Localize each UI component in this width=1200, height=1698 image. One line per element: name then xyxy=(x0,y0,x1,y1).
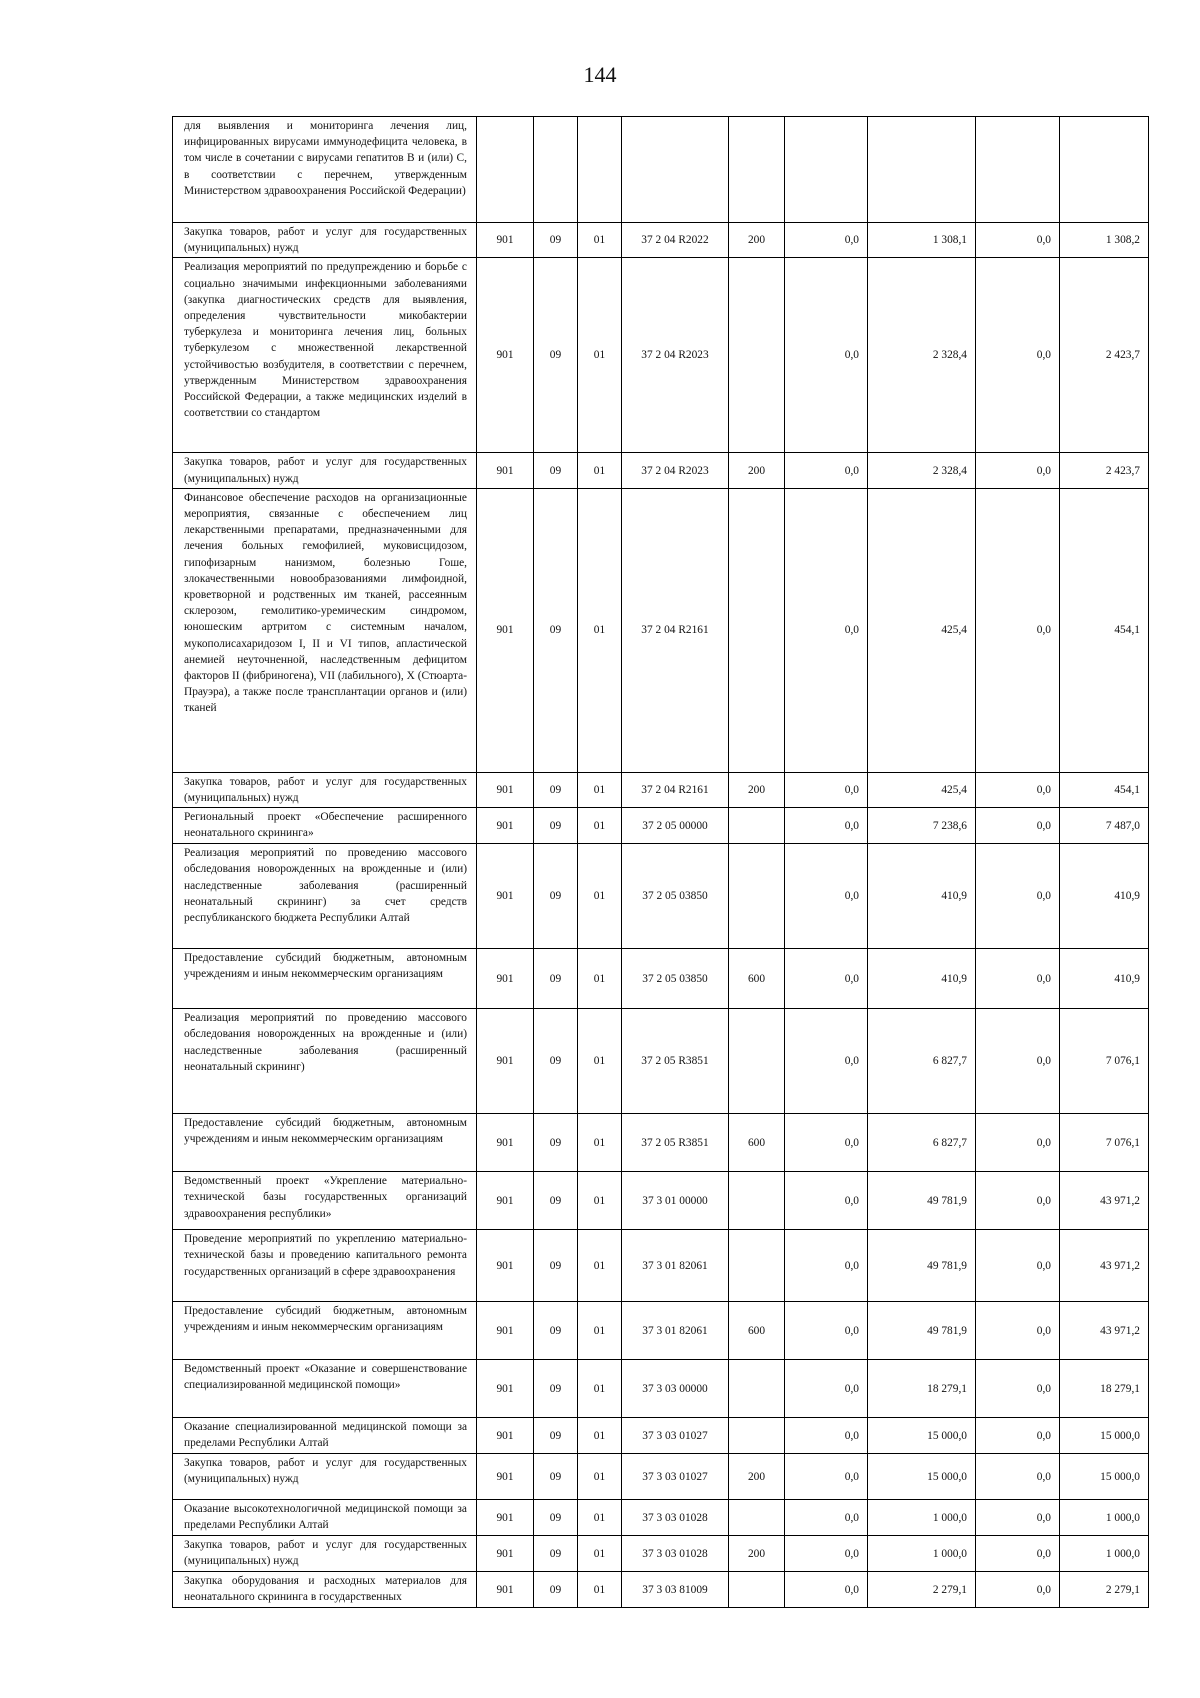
amount-col-2: 2 328,4 xyxy=(868,453,976,488)
expense-type-code: 600 xyxy=(729,949,785,1009)
amount-col-4: 410,9 xyxy=(1060,844,1149,949)
section-code: 09 xyxy=(534,808,578,844)
section-code: 09 xyxy=(534,223,578,258)
row-description: Закупка товаров, работ и услуг для государственных (муниципальных) нужд xyxy=(173,453,477,488)
row-description: Закупка товаров, работ и услуг для государственных (муниципальных) нужд xyxy=(173,1536,477,1572)
section-code: 09 xyxy=(534,1572,578,1608)
amount-col-2: 1 000,0 xyxy=(868,1536,976,1572)
table-row xyxy=(173,1009,1149,1114)
amount-col-4: 18 279,1 xyxy=(1060,1360,1149,1418)
subsection-code: 01 xyxy=(578,1114,622,1172)
section-code: 09 xyxy=(534,1360,578,1418)
amount-col-3: 0,0 xyxy=(976,1536,1060,1572)
amount-col-2: 18 279,1 xyxy=(868,1360,976,1418)
amount-col-4: 2 423,7 xyxy=(1060,453,1149,488)
amount-col-2: 6 827,7 xyxy=(868,1009,976,1114)
grbs-code: 901 xyxy=(477,1572,534,1608)
section-code: 09 xyxy=(534,772,578,807)
subsection-code: 01 xyxy=(578,453,622,488)
amount-col-1: 0,0 xyxy=(785,1009,868,1114)
amount-col-3: 0,0 xyxy=(976,488,1060,772)
subsection-code: 01 xyxy=(578,1500,622,1536)
expense-type-code: 200 xyxy=(729,223,785,258)
amount-col-2: 425,4 xyxy=(868,772,976,807)
amount-col-3: 0,0 xyxy=(976,1360,1060,1418)
grbs-code: 901 xyxy=(477,1230,534,1302)
target-article-code xyxy=(622,117,729,223)
row-description: Финансовое обеспечение расходов на организационные мероприятия, связанные с обеспечением лиц лекарственными препаратами, предназначенными для лечения больных гемофилией, муковисцидозом, гипофизарным нанизмом, болезнью Гоше, злокачественными новообразованиями лимфоидной, кроветворной и родственных им тканей, рассеянным склерозом, гемолитико-уремическим синдромом, юношеским артритом с системным началом, мукополисахаридозом I, II и VI типов, апластической анемией неуточненной, наследственным дефицитом факторов II (фибриногена), VII (лабильного), X (Стюарта-Прауэра), а также после трансплантации органов и (или) тканей xyxy=(173,488,477,772)
subsection-code: 01 xyxy=(578,1009,622,1114)
amount-col-2: 49 781,9 xyxy=(868,1230,976,1302)
subsection-code: 01 xyxy=(578,949,622,1009)
amount-col-3: 0,0 xyxy=(976,1572,1060,1608)
table-row xyxy=(173,117,1149,223)
expense-type-code xyxy=(729,117,785,223)
section-code: 09 xyxy=(534,1172,578,1230)
subsection-code: 01 xyxy=(578,488,622,772)
expense-type-code xyxy=(729,1500,785,1536)
table-row xyxy=(173,223,1149,258)
subsection-code: 01 xyxy=(578,1302,622,1360)
expense-type-code xyxy=(729,808,785,844)
table-row xyxy=(173,1230,1149,1302)
amount-col-2: 1 308,1 xyxy=(868,223,976,258)
amount-col-4: 454,1 xyxy=(1060,488,1149,772)
amount-col-2: 49 781,9 xyxy=(868,1302,976,1360)
amount-col-3: 0,0 xyxy=(976,453,1060,488)
amount-col-4 xyxy=(1060,117,1149,223)
amount-col-1: 0,0 xyxy=(785,453,868,488)
amount-col-2: 15 000,0 xyxy=(868,1454,976,1500)
table-row xyxy=(173,258,1149,453)
amount-col-1: 0,0 xyxy=(785,1360,868,1418)
row-description: Предоставление субсидий бюджетным, автономным учреждениям и иным некоммерческим организациям xyxy=(173,949,477,1009)
amount-col-3: 0,0 xyxy=(976,1172,1060,1230)
table-row xyxy=(173,1114,1149,1172)
amount-col-2: 2 279,1 xyxy=(868,1572,976,1608)
expense-type-code xyxy=(729,1009,785,1114)
section-code xyxy=(534,117,578,223)
amount-col-4: 43 971,2 xyxy=(1060,1172,1149,1230)
section-code: 09 xyxy=(534,258,578,453)
amount-col-2: 15 000,0 xyxy=(868,1418,976,1454)
expense-type-code: 600 xyxy=(729,1114,785,1172)
amount-col-1: 0,0 xyxy=(785,258,868,453)
expense-type-code xyxy=(729,1360,785,1418)
row-description: Закупка товаров, работ и услуг для государственных (муниципальных) нужд xyxy=(173,223,477,258)
grbs-code xyxy=(477,117,534,223)
table-row xyxy=(173,1536,1149,1572)
amount-col-1: 0,0 xyxy=(785,1500,868,1536)
budget-table xyxy=(172,116,1149,1608)
amount-col-1: 0,0 xyxy=(785,1454,868,1500)
table-row xyxy=(173,772,1149,807)
amount-col-1: 0,0 xyxy=(785,1114,868,1172)
amount-col-3: 0,0 xyxy=(976,808,1060,844)
table-row xyxy=(173,1500,1149,1536)
target-article-code: 37 2 04 R2022 xyxy=(622,223,729,258)
table-row xyxy=(173,1302,1149,1360)
expense-type-code xyxy=(729,1230,785,1302)
amount-col-4: 2 279,1 xyxy=(1060,1572,1149,1608)
amount-col-2: 49 781,9 xyxy=(868,1172,976,1230)
amount-col-1: 0,0 xyxy=(785,1418,868,1454)
row-description: Закупка оборудования и расходных материалов для неонатального скрининга в государственных xyxy=(173,1572,477,1608)
grbs-code: 901 xyxy=(477,1172,534,1230)
amount-col-3: 0,0 xyxy=(976,1500,1060,1536)
table-row xyxy=(173,1572,1149,1608)
row-description: Региональный проект «Обеспечение расширенного неонатального скрининга» xyxy=(173,808,477,844)
target-article-code: 37 3 01 00000 xyxy=(622,1172,729,1230)
amount-col-3: 0,0 xyxy=(976,1454,1060,1500)
table-row xyxy=(173,808,1149,844)
section-code: 09 xyxy=(534,1009,578,1114)
grbs-code: 901 xyxy=(477,453,534,488)
table-row xyxy=(173,1360,1149,1418)
grbs-code: 901 xyxy=(477,258,534,453)
row-description: Ведомственный проект «Укрепление материально-технической базы государственных организаций здравоохранения республики» xyxy=(173,1172,477,1230)
table-row xyxy=(173,949,1149,1009)
target-article-code: 37 2 05 00000 xyxy=(622,808,729,844)
amount-col-4: 7 076,1 xyxy=(1060,1114,1149,1172)
section-code: 09 xyxy=(534,1418,578,1454)
amount-col-3: 0,0 xyxy=(976,1114,1060,1172)
page-number: 144 xyxy=(583,62,617,87)
amount-col-4: 2 423,7 xyxy=(1060,258,1149,453)
amount-col-2: 2 328,4 xyxy=(868,258,976,453)
target-article-code: 37 2 04 R2023 xyxy=(622,453,729,488)
expense-type-code: 200 xyxy=(729,1536,785,1572)
target-article-code: 37 3 03 81009 xyxy=(622,1572,729,1608)
amount-col-1: 0,0 xyxy=(785,1572,868,1608)
expense-type-code xyxy=(729,1572,785,1608)
amount-col-2: 410,9 xyxy=(868,844,976,949)
subsection-code: 01 xyxy=(578,258,622,453)
amount-col-3: 0,0 xyxy=(976,1302,1060,1360)
target-article-code: 37 3 03 01027 xyxy=(622,1454,729,1500)
subsection-code: 01 xyxy=(578,1418,622,1454)
target-article-code: 37 2 05 R3851 xyxy=(622,1114,729,1172)
section-code: 09 xyxy=(534,1302,578,1360)
amount-col-4: 7 487,0 xyxy=(1060,808,1149,844)
target-article-code: 37 3 01 82061 xyxy=(622,1302,729,1360)
grbs-code: 901 xyxy=(477,488,534,772)
amount-col-4: 43 971,2 xyxy=(1060,1302,1149,1360)
amount-col-3: 0,0 xyxy=(976,1230,1060,1302)
table-row xyxy=(173,453,1149,488)
amount-col-1: 0,0 xyxy=(785,772,868,807)
section-code: 09 xyxy=(534,488,578,772)
amount-col-4: 1 308,2 xyxy=(1060,223,1149,258)
table-row xyxy=(173,1418,1149,1454)
subsection-code: 01 xyxy=(578,1572,622,1608)
subsection-code: 01 xyxy=(578,1536,622,1572)
section-code: 09 xyxy=(534,949,578,1009)
grbs-code: 901 xyxy=(477,1360,534,1418)
section-code: 09 xyxy=(534,1454,578,1500)
target-article-code: 37 3 01 82061 xyxy=(622,1230,729,1302)
amount-col-1: 0,0 xyxy=(785,1536,868,1572)
target-article-code: 37 3 03 00000 xyxy=(622,1360,729,1418)
grbs-code: 901 xyxy=(477,1009,534,1114)
expense-type-code xyxy=(729,258,785,453)
amount-col-1: 0,0 xyxy=(785,844,868,949)
subsection-code: 01 xyxy=(578,1360,622,1418)
amount-col-4: 1 000,0 xyxy=(1060,1536,1149,1572)
amount-col-1: 0,0 xyxy=(785,488,868,772)
table-row xyxy=(173,1172,1149,1230)
amount-col-3: 0,0 xyxy=(976,844,1060,949)
target-article-code: 37 2 04 R2161 xyxy=(622,772,729,807)
grbs-code: 901 xyxy=(477,808,534,844)
target-article-code: 37 2 05 03850 xyxy=(622,949,729,1009)
target-article-code: 37 3 03 01027 xyxy=(622,1418,729,1454)
table-row xyxy=(173,488,1149,772)
expense-type-code xyxy=(729,488,785,772)
subsection-code: 01 xyxy=(578,1172,622,1230)
amount-col-4: 15 000,0 xyxy=(1060,1454,1149,1500)
section-code: 09 xyxy=(534,1500,578,1536)
target-article-code: 37 3 03 01028 xyxy=(622,1500,729,1536)
amount-col-3: 0,0 xyxy=(976,1418,1060,1454)
amount-col-2: 1 000,0 xyxy=(868,1500,976,1536)
amount-col-1: 0,0 xyxy=(785,1172,868,1230)
grbs-code: 901 xyxy=(477,1454,534,1500)
amount-col-4: 454,1 xyxy=(1060,772,1149,807)
expense-type-code: 200 xyxy=(729,1454,785,1500)
grbs-code: 901 xyxy=(477,1418,534,1454)
grbs-code: 901 xyxy=(477,1500,534,1536)
table-row xyxy=(173,844,1149,949)
subsection-code: 01 xyxy=(578,1230,622,1302)
row-description: Реализация мероприятий по проведению массового обследования новорожденных на врожденные и (или) наследственные заболевания (расширенный неонатальный скрининг) за счет средств республиканского бюджета Республики Алтай xyxy=(173,844,477,949)
subsection-code: 01 xyxy=(578,772,622,807)
amount-col-4: 43 971,2 xyxy=(1060,1230,1149,1302)
row-description: Оказание специализированной медицинской помощи за пределами Республики Алтай xyxy=(173,1418,477,1454)
grbs-code: 901 xyxy=(477,949,534,1009)
row-description: Проведение мероприятий по укреплению материально-технической базы и проведению капитального ремонта государственных организаций в сфере здравоохранения xyxy=(173,1230,477,1302)
section-code: 09 xyxy=(534,1536,578,1572)
row-description: Предоставление субсидий бюджетным, автономным учреждениям и иным некоммерческим организациям xyxy=(173,1114,477,1172)
grbs-code: 901 xyxy=(477,223,534,258)
amount-col-4: 7 076,1 xyxy=(1060,1009,1149,1114)
target-article-code: 37 2 05 R3851 xyxy=(622,1009,729,1114)
row-description: Оказание высокотехнологичной медицинской помощи за пределами Республики Алтай xyxy=(173,1500,477,1536)
expense-type-code xyxy=(729,844,785,949)
section-code: 09 xyxy=(534,1230,578,1302)
subsection-code: 01 xyxy=(578,808,622,844)
expense-type-code: 200 xyxy=(729,453,785,488)
amount-col-1: 0,0 xyxy=(785,223,868,258)
row-description: Реализация мероприятий по проведению массового обследования новорожденных на врожденные и (или) наследственные заболевания (расширенный неонатальный скрининг) xyxy=(173,1009,477,1114)
amount-col-1: 0,0 xyxy=(785,808,868,844)
row-description: Закупка товаров, работ и услуг для государственных (муниципальных) нужд xyxy=(173,772,477,807)
target-article-code: 37 2 05 03850 xyxy=(622,844,729,949)
target-article-code: 37 2 04 R2023 xyxy=(622,258,729,453)
table-body xyxy=(173,117,1149,1608)
row-description: Реализация мероприятий по предупреждению и борьбе с социально значимыми инфекционными заболеваниями (закупка диагностических средств для выявления, определения чувствительности микобактерии туберкулеза и мониторинга лечения лиц, больных туберкулезом с множественной лекарственной устойчивостью возбудителя, в соответствии с перечнем, утвержденным Министерством здравоохранения Российской Федерации, а также медицинских изделий в соответствии со стандартом xyxy=(173,258,477,453)
amount-col-3: 0,0 xyxy=(976,1009,1060,1114)
grbs-code: 901 xyxy=(477,1536,534,1572)
target-article-code: 37 2 04 R2161 xyxy=(622,488,729,772)
amount-col-2 xyxy=(868,117,976,223)
amount-col-1 xyxy=(785,117,868,223)
amount-col-1: 0,0 xyxy=(785,949,868,1009)
amount-col-2: 6 827,7 xyxy=(868,1114,976,1172)
grbs-code: 901 xyxy=(477,844,534,949)
subsection-code xyxy=(578,117,622,223)
amount-col-4: 410,9 xyxy=(1060,949,1149,1009)
amount-col-2: 7 238,6 xyxy=(868,808,976,844)
row-description: Закупка товаров, работ и услуг для государственных (муниципальных) нужд xyxy=(173,1454,477,1500)
amount-col-1: 0,0 xyxy=(785,1302,868,1360)
amount-col-3: 0,0 xyxy=(976,223,1060,258)
expense-type-code xyxy=(729,1172,785,1230)
subsection-code: 01 xyxy=(578,1454,622,1500)
row-description: Предоставление субсидий бюджетным, автономным учреждениям и иным некоммерческим организациям xyxy=(173,1302,477,1360)
expense-type-code: 200 xyxy=(729,772,785,807)
amount-col-3: 0,0 xyxy=(976,772,1060,807)
amount-col-2: 410,9 xyxy=(868,949,976,1009)
grbs-code: 901 xyxy=(477,1302,534,1360)
amount-col-2: 425,4 xyxy=(868,488,976,772)
amount-col-3: 0,0 xyxy=(976,258,1060,453)
section-code: 09 xyxy=(534,844,578,949)
section-code: 09 xyxy=(534,1114,578,1172)
section-code: 09 xyxy=(534,453,578,488)
expense-type-code: 600 xyxy=(729,1302,785,1360)
target-article-code: 37 3 03 01028 xyxy=(622,1536,729,1572)
amount-col-1: 0,0 xyxy=(785,1230,868,1302)
amount-col-3 xyxy=(976,117,1060,223)
grbs-code: 901 xyxy=(477,772,534,807)
row-description: Ведомственный проект «Оказание и совершенствование специализированной медицинской помощи» xyxy=(173,1360,477,1418)
grbs-code: 901 xyxy=(477,1114,534,1172)
expense-type-code xyxy=(729,1418,785,1454)
amount-col-3: 0,0 xyxy=(976,949,1060,1009)
row-description: для выявления и мониторинга лечения лиц, инфицированных вирусами иммунодефицита человека, в том числе в сочетании с вирусами гепатитов B и (или) C, в соответствии с перечнем, утвержденным Министерством здравоохранения Российской Федерации) xyxy=(173,117,477,223)
subsection-code: 01 xyxy=(578,844,622,949)
amount-col-4: 15 000,0 xyxy=(1060,1418,1149,1454)
amount-col-4: 1 000,0 xyxy=(1060,1500,1149,1536)
table-row xyxy=(173,1454,1149,1500)
subsection-code: 01 xyxy=(578,223,622,258)
